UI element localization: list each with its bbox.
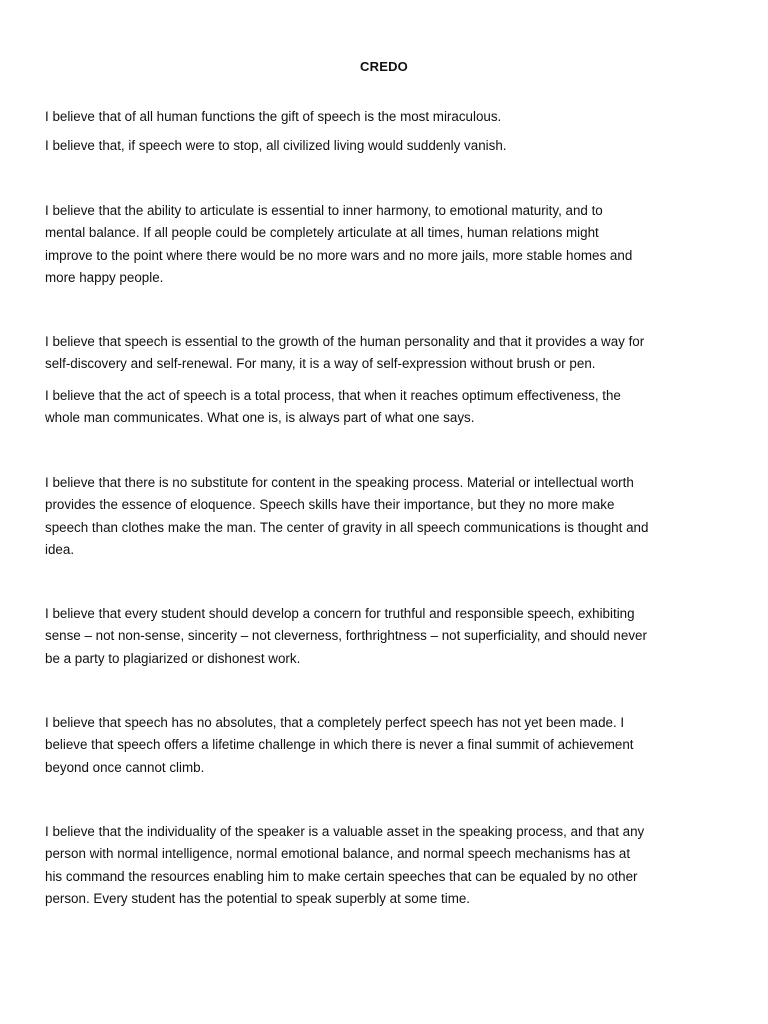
paragraph-4 xyxy=(45,331,725,376)
paragraph-line: I believe that every student should develop a concern for truthful and responsible speech, exhibiting xyxy=(45,606,635,621)
paragraph-5 xyxy=(45,385,725,430)
paragraph-line: be a party to plagiarized or dishonest work. xyxy=(45,650,301,666)
paragraph-line: I believe that there is no substitute for content in the speaking process. Material or intellectual worth xyxy=(45,475,634,490)
paragraph-line: I believe that, if speech were to stop, all civilized living would suddenly vanish. xyxy=(45,138,507,153)
paragraph-line: I believe that speech is essential to the growth of the human personality and that it provides a way for xyxy=(45,334,645,349)
paragraph-line: person with normal intelligence, normal emotional balance, and normal speech mechanisms has at xyxy=(45,846,631,862)
paragraph-line: believe that speech offers a lifetime challenge in which there is never a final summit of achievement xyxy=(45,737,634,753)
paragraph-line: speech than clothes make the man. The center of gravity in all speech communications is thought and xyxy=(45,519,649,535)
paragraph-9 xyxy=(45,821,725,910)
paragraph-line: provides the essence of eloquence. Speech skills have their importance, but they no more make xyxy=(45,497,615,513)
paragraph-line: I believe that speech has no absolutes, that a completely perfect speech has not yet been made. I xyxy=(45,715,625,730)
paragraph-2 xyxy=(45,135,725,157)
paragraph-line: self-discovery and self-renewal. For many, it is a way of self-expression without brush or pen. xyxy=(45,356,596,372)
paragraph-3 xyxy=(45,200,725,289)
paragraph-line: I believe that the act of speech is a total process, that when it reaches optimum effectiveness, the xyxy=(45,388,621,403)
paragraph-line: person. Every student has the potential to speak superbly at some time. xyxy=(45,890,471,906)
paragraph-line: his command the resources enabling him to make certain speeches that can be equaled by no other xyxy=(45,868,638,884)
document-title: CREDO xyxy=(360,59,408,74)
paragraph-1 xyxy=(45,106,725,128)
paragraph-line: more happy people. xyxy=(45,269,164,285)
paragraph-line: improve to the point where there would be no more wars and no more jails, more stable homes and xyxy=(45,247,633,263)
paragraph-line: I believe that the ability to articulate is essential to inner harmony, to emotional maturity, and to xyxy=(45,203,603,218)
paragraph-line: sense – not non-sense, sincerity – not cleverness, forthrightness – not superficiality, and should never xyxy=(45,628,647,644)
paragraph-8 xyxy=(45,712,725,779)
paragraph-6 xyxy=(45,472,725,561)
paragraph-line: whole man communicates. What one is, is always part of what one says. xyxy=(45,410,475,426)
paragraph-7 xyxy=(45,603,725,670)
paragraph-line: I believe that the individuality of the speaker is a valuable asset in the speaking process, and that any xyxy=(45,824,645,839)
paragraph-line: idea. xyxy=(45,541,75,557)
paragraph-line: I believe that of all human functions the gift of speech is the most miraculous. xyxy=(45,109,502,124)
paragraph-line: mental balance. If all people could be completely articulate at all times, human relations might xyxy=(45,225,599,241)
paragraph-line: beyond once cannot climb. xyxy=(45,759,205,775)
